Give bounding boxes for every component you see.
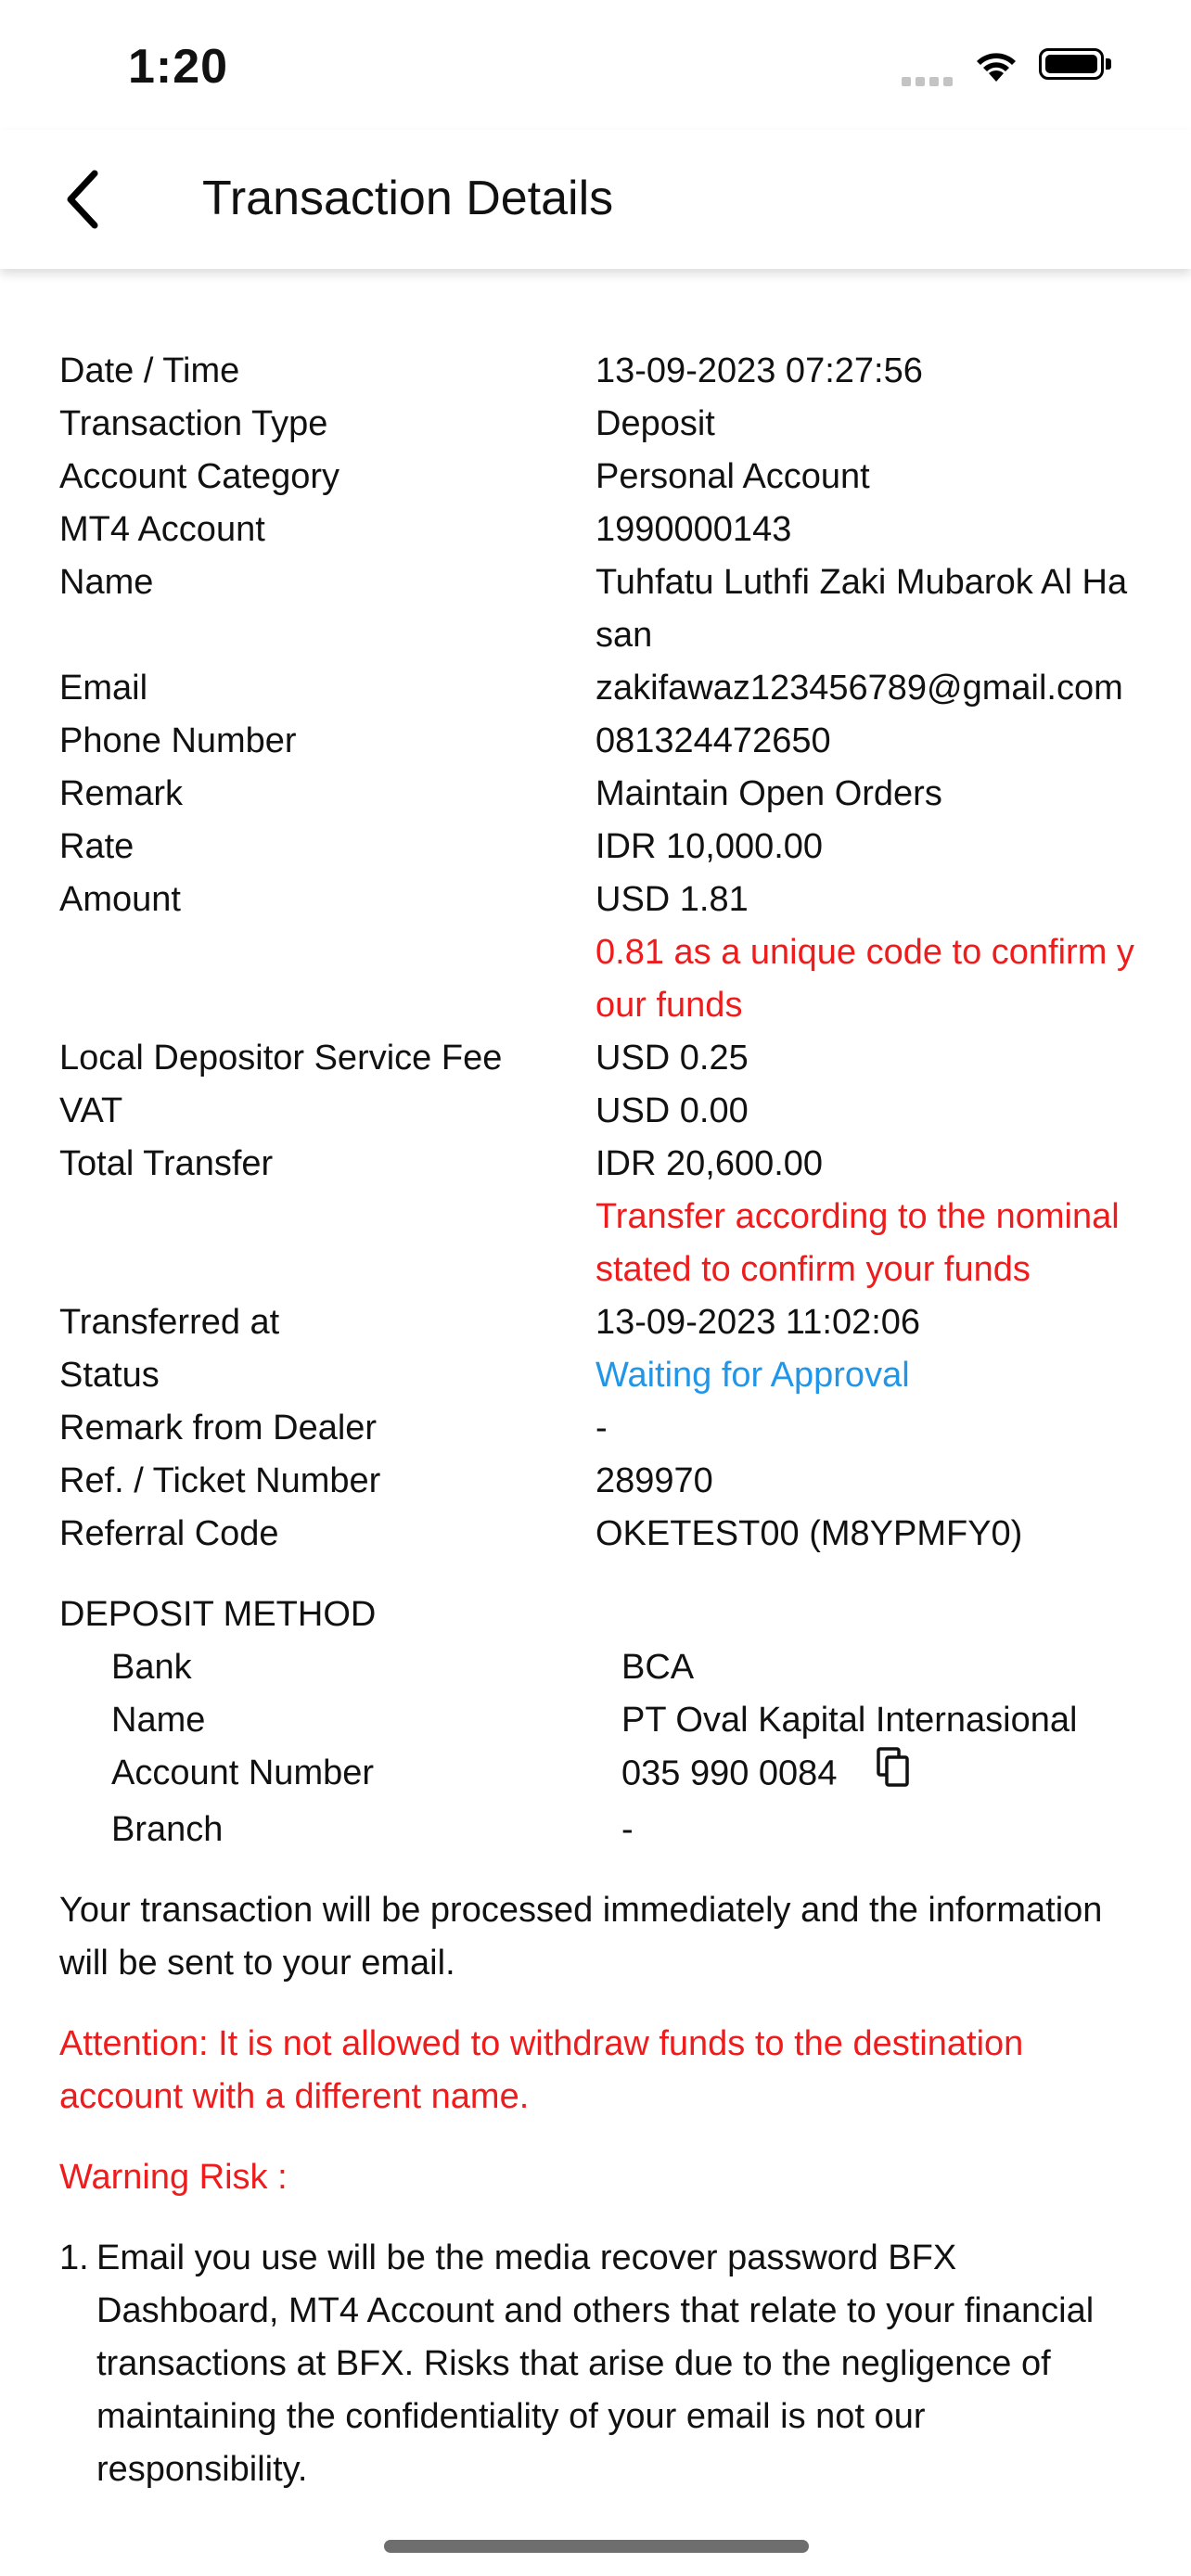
deposit-method-heading: DEPOSIT METHOD xyxy=(59,1595,377,1634)
detail-row-vat xyxy=(59,1085,1135,1138)
detail-label: Total Transfer xyxy=(59,1144,274,1183)
detail-label: Transferred at xyxy=(59,1303,280,1342)
wifi-icon xyxy=(972,45,1020,88)
detail-label: Date / Time xyxy=(59,351,240,390)
home-indicator[interactable] xyxy=(384,2540,809,2553)
warning-heading: Warning Risk : xyxy=(59,2158,288,2197)
transfer-note: Transfer according to the nominal stated to confirm your funds xyxy=(596,1197,1120,1289)
status-bar xyxy=(0,0,1191,130)
detail-label: Ref. / Ticket Number xyxy=(59,1461,381,1500)
transaction-details xyxy=(59,345,1135,2496)
detail-row-service-fee xyxy=(59,1032,1135,1085)
detail-row-total-transfer xyxy=(59,1138,1135,1296)
method-value: PT Oval Kapital Internasional xyxy=(621,1701,1078,1740)
detail-label: Name xyxy=(59,563,154,602)
detail-row-account-category xyxy=(59,451,1135,504)
method-label: Name xyxy=(111,1701,206,1740)
unique-code-note: 0.81 as a unique code to confirm your funds xyxy=(596,933,1134,1025)
detail-value: USD 1.81 xyxy=(596,880,749,919)
method-label: Bank xyxy=(111,1648,192,1687)
cellular-signal-icon xyxy=(902,74,957,91)
detail-label: Local Depositor Service Fee xyxy=(59,1039,503,1078)
method-label: Branch xyxy=(111,1810,224,1849)
warning-number: 1. xyxy=(59,2238,89,2277)
detail-row-phone-number xyxy=(59,715,1135,768)
detail-row-transferred-at xyxy=(59,1296,1135,1349)
detail-label: Referral Code xyxy=(59,1514,279,1553)
detail-row-remark xyxy=(59,768,1135,821)
status-time: 1:20 xyxy=(128,40,229,94)
page-title: Transaction Details xyxy=(202,172,614,225)
detail-row-status xyxy=(59,1349,1135,1402)
detail-value: zakifawaz123456789@gmail.com xyxy=(596,669,1123,708)
detail-value: Personal Account xyxy=(596,457,870,496)
method-row-branch xyxy=(111,1804,1135,1856)
chevron-left-icon xyxy=(63,170,100,229)
app-header xyxy=(0,130,1191,269)
detail-value: IDR 20,600.00 xyxy=(596,1144,824,1183)
deposit-method-list xyxy=(111,1641,1135,1856)
detail-value: 13-09-2023 11:02:06 xyxy=(596,1303,921,1342)
battery-icon xyxy=(1039,48,1113,82)
details-list xyxy=(59,345,1135,1561)
detail-value: 1990000143 xyxy=(596,510,792,549)
detail-label: Status xyxy=(59,1356,160,1395)
detail-row-rate xyxy=(59,821,1135,874)
detail-value: 289970 xyxy=(596,1461,713,1500)
detail-value: USD 0.00 xyxy=(596,1091,749,1130)
detail-row-amount xyxy=(59,874,1135,1032)
detail-row-ticket-number xyxy=(59,1455,1135,1508)
copy-icon[interactable] xyxy=(875,1747,912,1804)
detail-label: Phone Number xyxy=(59,721,297,760)
detail-value: USD 0.25 xyxy=(596,1039,749,1078)
detail-row-remark-from-dealer xyxy=(59,1402,1135,1455)
detail-value: OKETEST00 (M8YPMFY0) xyxy=(596,1514,1023,1553)
detail-row-name xyxy=(59,556,1135,662)
detail-value: Deposit xyxy=(596,404,715,443)
detail-row-email xyxy=(59,662,1135,715)
warning-text: Email you use will be the media recover password BFX Dashboard, MT4 Account and others that relate to your financial transactions at BFX. Risks that arise due to the negligence of maintaining the confidentiality of your email is not our responsibility. xyxy=(96,2238,1095,2489)
detail-value: 13-09-2023 07:27:56 xyxy=(596,351,923,390)
detail-row-mt4-account xyxy=(59,504,1135,556)
detail-label: Account Category xyxy=(59,457,340,496)
detail-value: IDR 10,000.00 xyxy=(596,827,824,866)
detail-label: MT4 Account xyxy=(59,510,265,549)
account-number-value: 035 990 0084 xyxy=(621,1753,838,1793)
detail-row-referral-code xyxy=(59,1508,1135,1561)
detail-label: Remark xyxy=(59,774,184,813)
method-row-bank xyxy=(111,1641,1135,1694)
detail-label: Remark from Dealer xyxy=(59,1409,378,1447)
back-button[interactable] xyxy=(45,162,119,236)
method-value: - xyxy=(621,1810,634,1849)
method-label: Account Number xyxy=(111,1753,375,1792)
detail-value: - xyxy=(596,1409,608,1447)
status-value: Waiting for Approval xyxy=(596,1356,910,1395)
attention-text: Attention: It is not allowed to withdraw funds to the destination account with a different name. xyxy=(59,2024,1024,2116)
detail-label: Amount xyxy=(59,880,181,919)
detail-label: Transaction Type xyxy=(59,404,328,443)
method-value: BCA xyxy=(621,1648,695,1687)
detail-value: Maintain Open Orders xyxy=(596,774,942,813)
detail-label: Rate xyxy=(59,827,134,866)
detail-row-date-time xyxy=(59,345,1135,398)
detail-value: Tuhfatu Luthfi Zaki Mubarok Al Hasan xyxy=(596,563,1128,655)
info-text: Your transaction will be processed immediately and the information will be sent to your email. xyxy=(59,1891,1103,1983)
method-row-account-number xyxy=(111,1747,1135,1804)
detail-row-transaction-type xyxy=(59,398,1135,451)
detail-label: Email xyxy=(59,669,148,708)
method-row-name xyxy=(111,1694,1135,1747)
detail-label: VAT xyxy=(59,1091,123,1130)
warning-list-item xyxy=(59,2232,1135,2496)
detail-value: 081324472650 xyxy=(596,721,831,760)
